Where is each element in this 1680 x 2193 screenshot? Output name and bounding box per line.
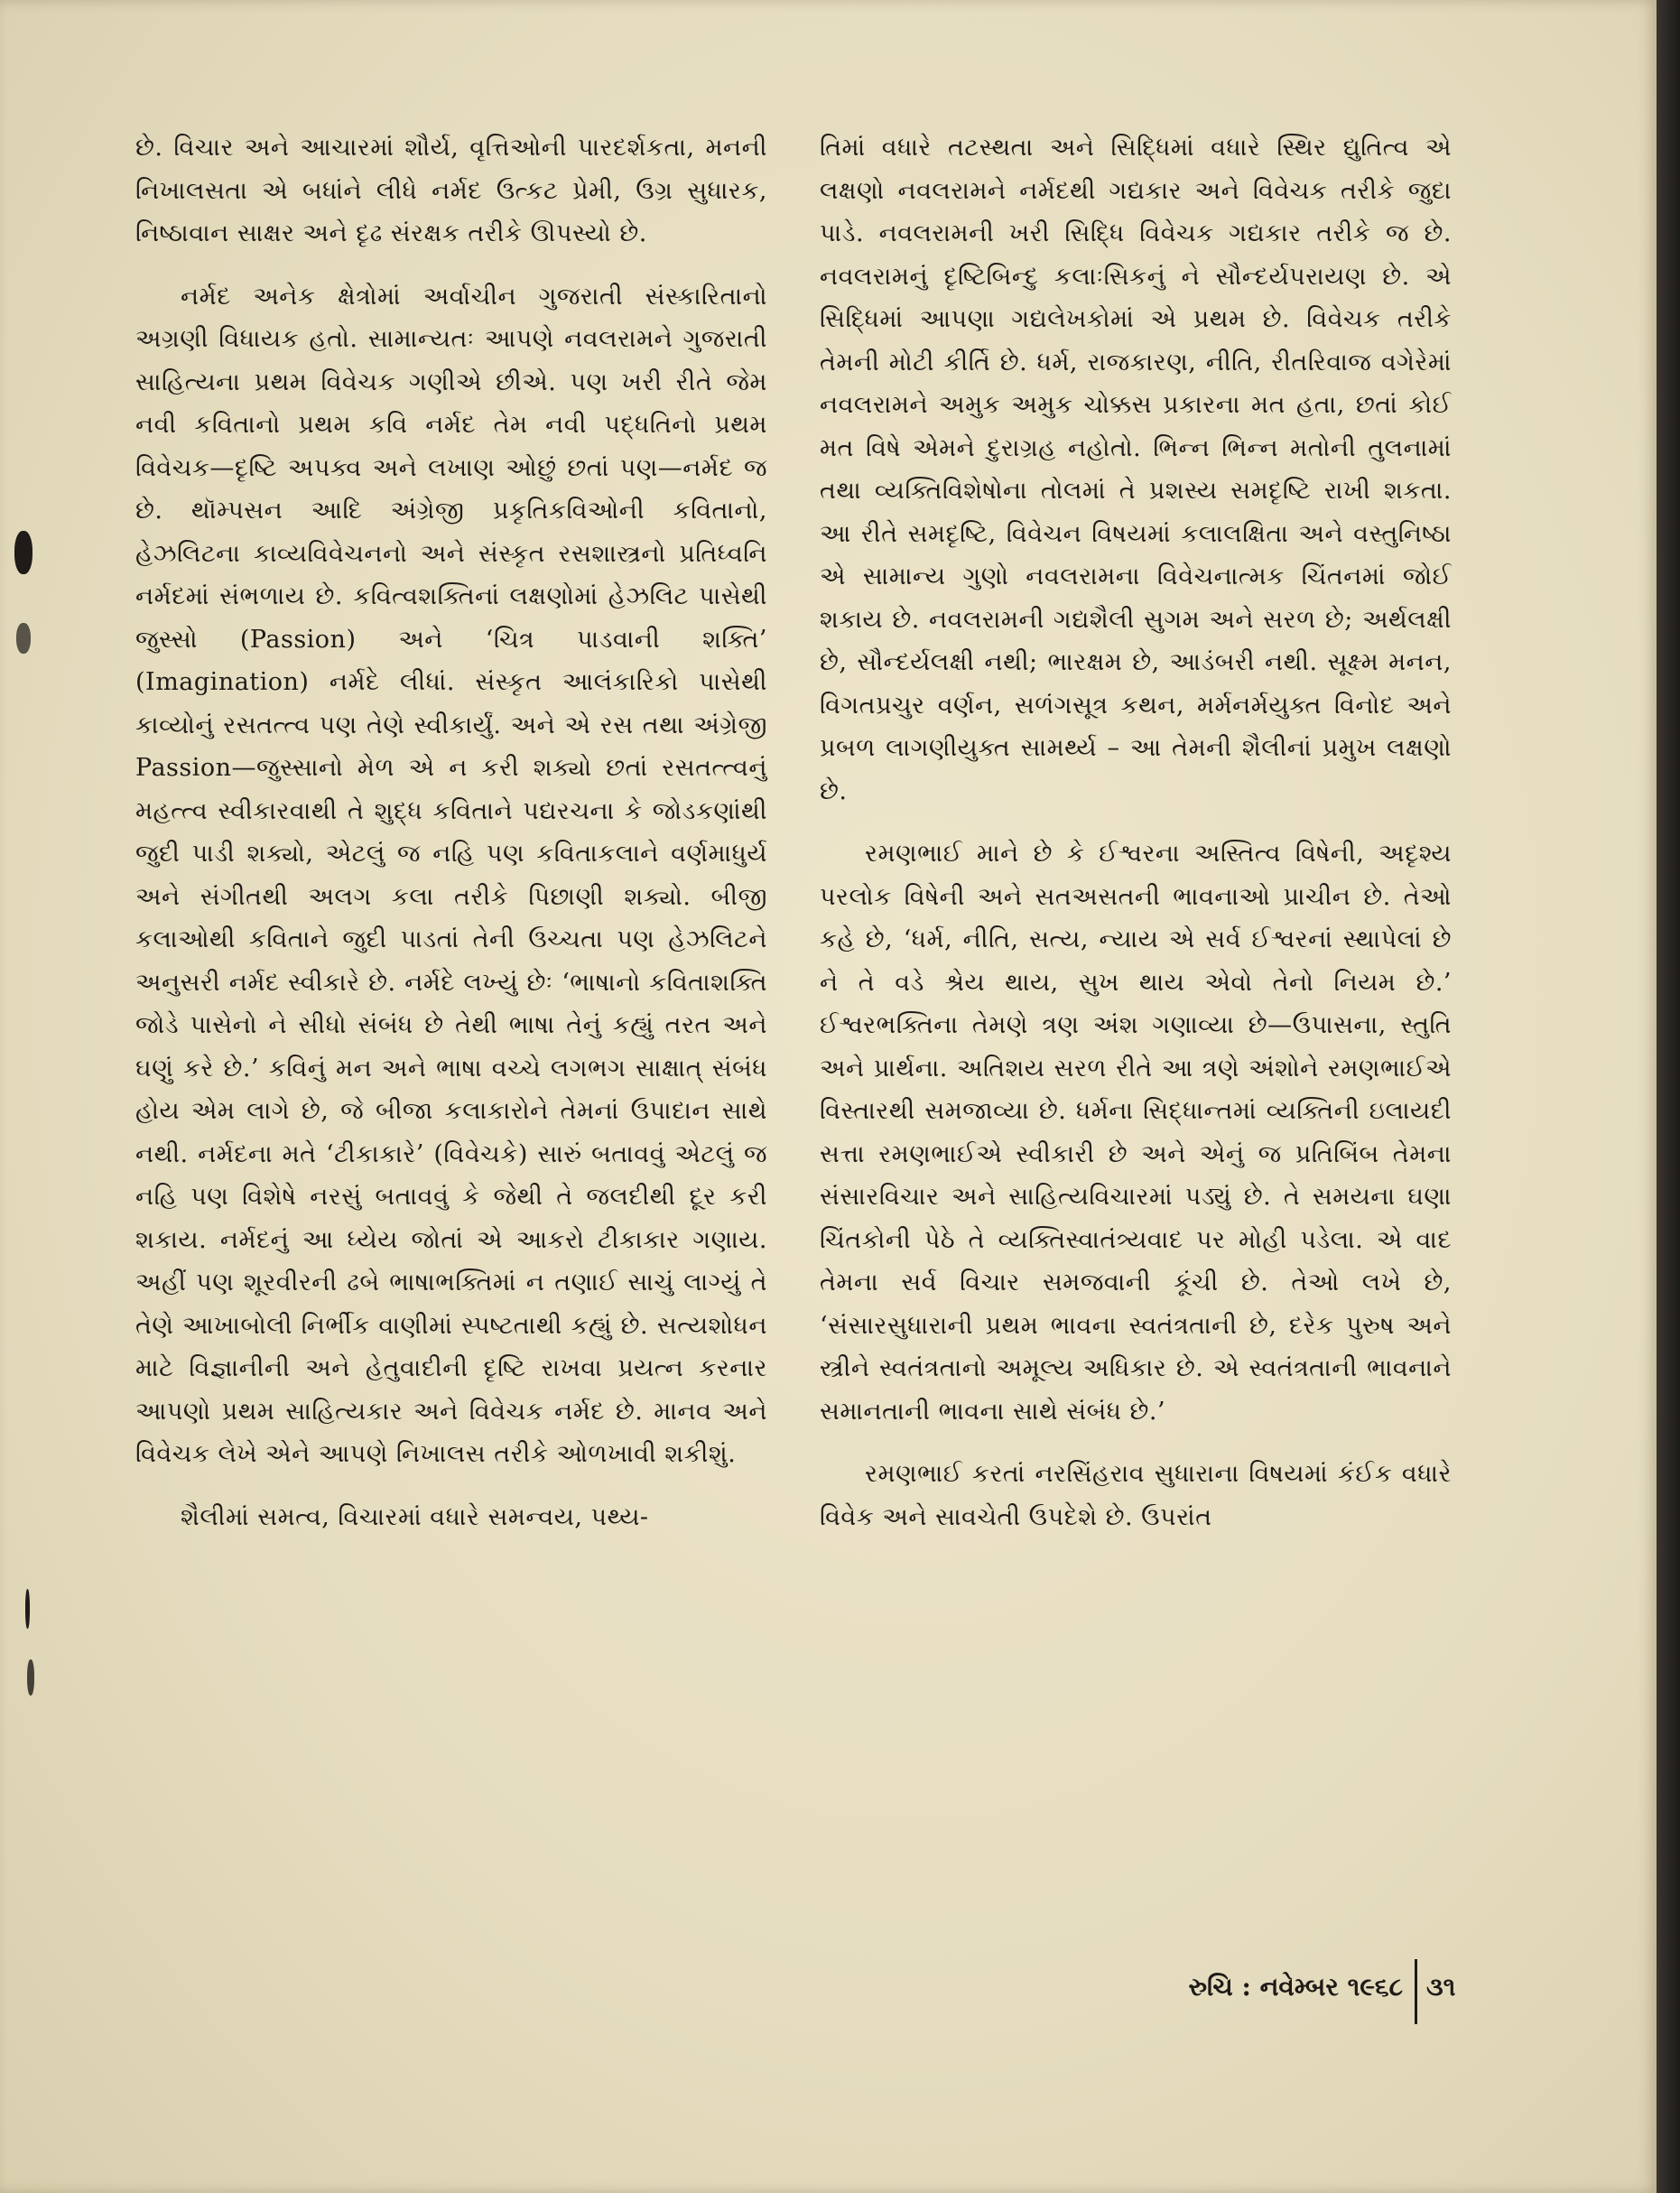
binding-hole-mark <box>27 1659 34 1696</box>
paragraph: નર્મદ અનેક ક્ષેત્રોમાં અર્વાચીન ગુજરાતી સંસ્કારિતાનો અગ્રણી વિધાયક હતો. સામાન્યતઃ આપણે નવલરામને ગુજરાતી સાહિત્યના પ્રથમ વિવેચક ગણીએ છીએ. પણ ખરી રીતે જેમ નવી કવિતાનો પ્રથમ કવિ નર્મદ તેમ નવી પદ્ધતિનો પ્રથમ વિવેચક—દૃષ્ટિ અપક્વ અને લખાણ ઓછું છતાં પણ—નર્મદ જ છે. થૉમ્પસન આદિ અંગ્રેજી પ્રકૃતિકવિઓની કવિતાનો, હેઝલિટના કાવ્યવિવેચનનો અને સંસ્કૃત રસશાસ્ત્રનો પ્રતિધ્વનિ નર્મદમાં સંભળાય છે. કવિત્વશક્તિનાં લક્ષણોમાં હેઝલિટ પાસેથી જુસ્સો (Passion) અને ‘ચિત્ર પાડવાની શક્તિ’ (Imagination) નર્મદે લીધાં. સંસ્કૃત આલંકારિકો પાસેથી કાવ્યોનું રસતત્ત્વ પણ તેણે સ્વીકાર્યું. અને એ રસ તથા અંગ્રેજી Passion—જુસ્સાનો મેળ એ ન કરી શક્યો છતાં રસતત્ત્વનું મહત્ત્વ સ્વીકારવાથી તે શુદ્ધ કવિતાને પદ્યરચના કે જોડકણાંથી જુદી પાડી શક્યો, એટલું જ નહિ પણ કવિતાકલાને વર્ણમાધુર્ય અને સંગીતથી અલગ કલા તરીકે પિછાણી શક્યો. બીજી કલાઓથી કવિતાને જુદી પાડતાં તેની ઉચ્ચતા પણ હેઝલિટને અનુસરી નર્મદ સ્વીકારે છે. નર્મદે લખ્યું છેઃ ‘ભાષાનો કવિતાશક્તિ જોડે પાસેનો ને સીધો સંબંધ છે તેથી ભાષા તેનું કહ્યું તરત અને ઘણું કરે છે.’ કવિનું મન અને ભાષા વચ્ચે લગભગ સાક્ષાત્ સંબંધ હોય એમ લાગે છે, જે બીજા કલાકારોને તેમનાં ઉપાદાન સાથે નથી. નર્મદના મતે ‘ટીકાકારે’ (વિવેચકે) સારું બતાવવું એટલું જ નહિ પણ વિશેષે નરસું બતાવવું કે જેથી તે જલદીથી દૂર કરી શકાય. નર્મદનું આ ધ્યેય જોતાં એ આકરો ટીકાકાર ગણાય. અહીં પણ શૂરવીરની ઢબે ભાષાભક્તિમાં ન તણાઈ સાચું લાગ્યું તે તેણે આખાબોલી નિર્ભીક વાણીમાં સ્પષ્ટતાથી કહ્યું છે. સત્યશોધન માટે વિજ્ઞાનીની અને હેતુવાદીની દૃષ્ટિ રાખવા પ્રયત્ન કરનાર આપણો પ્રથમ સાહિત્યકાર અને વિવેચક નર્મદ છે. માનવ અને વિવેચક લેખે એને આપણે નિખાલસ તરીકે ઓળખાવી શકીશું. <box>135 282 767 1468</box>
left-column <box>135 126 767 1558</box>
paragraph: શૈલીમાં સમત્વ, વિચારમાં વધારે સમન્વય, પથ્ય- <box>181 1502 649 1531</box>
page-edge-shadow <box>1657 0 1680 2193</box>
page-footer <box>1038 1959 1490 2024</box>
journal-issue: રુચિ : નવેમ્બર ૧૯૬૮ <box>1188 1972 1403 2002</box>
paragraph: છે. વિચાર અને આચારમાં શૌર્ય, વૃત્તિઓની પારદર્શકતા, મનની નિખાલસતા એ બધાંને લીધે નર્મદ ઉત્કટ પ્રેમી, ઉગ્ર સુધારક, નિષ્ઠાવાન સાક્ષર અને દૃઢ સંરક્ષક તરીકે ઊપસ્યો છે. <box>135 134 767 247</box>
binding-hole-mark <box>25 1589 30 1629</box>
right-column <box>820 126 1452 1558</box>
paragraph: રમણભાઈ કરતાં નરસિંહરાવ સુધારાના વિષયમાં કંઈક વધારે વિવેક અને સાવચેતી ઉપદેશે છે. ઉપરાંત <box>820 1460 1452 1531</box>
paragraph: રમણભાઈ માને છે કે ઈશ્વરના અસ્તિત્વ વિષેની, અદૃશ્ય પરલોક વિષેની અને સતઅસતની ભાવનાઓ પ્રાચીન છે. તેઓ કહે છે, ‘ધર્મ, નીતિ, સત્ય, ન્યાય એ સર્વ ઈશ્વરનાં સ્થાપેલાં છે ને તે વડે શ્રેય થાય, સુખ થાય એવો તેનો નિયમ છે.’ ઈશ્વરભક્તિના તેમણે ત્રણ અંશ ગણાવ્યા છે—ઉપાસના, સ્તુતિ અને પ્રાર્થના. અતિશય સરળ રીતે આ ત્રણે અંશોને રમણભાઈએ વિસ્તારથી સમજાવ્યા છે. ધર્મના સિદ્ધાન્તમાં વ્યક્તિની ઇલાયદી સત્તા રમણભાઈએ સ્વીકારી છે અને એનું જ પ્રતિબિંબ તેમના સંસારવિચાર અને સાહિત્યવિચારમાં પડ્યું છે. તે સમયના ઘણા ચિંતકોની પેઠે તે વ્યક્તિસ્વાતંત્ર્યવાદ પર મોહી પડેલા. એ વાદ તેમના સર્વ વિચાર સમજવાની કૂંચી છે. તેઓ લખે છે, ‘સંસારસુધારાની પ્રથમ ભાવના સ્વતંત્રતાની છે, દરેક પુરુષ અને સ્ત્રીને સ્વતંત્રતાનો અમૂલ્ય અધિકાર છે. એ સ્વતંત્રતાની ભાવનાને સમાનતાની ભાવના સાથે સંબંધ છે.’ <box>820 840 1452 1426</box>
binding-hole-mark <box>16 623 31 654</box>
paragraph: તિમાં વધારે તટસ્થતા અને સિદ્ધિમાં વધારે સ્થિર દ્યુતિત્વ એ લક્ષણો નવલરામને નર્મદથી ગદ્યકાર અને વિવેચક તરીકે જુદા પાડે. નવલરામની ખરી સિદ્ધિ વિવેચક ગદ્યકાર તરીકે જ છે. નવલરામનું દૃષ્ટિબિન્દુ કલાઃસિકનું ને સૌન્દર્યપરાયણ છે. એ સિદ્ધિમાં આપણા ગદ્યલેખકોમાં એ પ્રથમ છે. વિવેચક તરીકે તેમની મોટી કીર્તિ છે. ધર્મ, રાજકારણ, નીતિ, રીતરિવાજ વગેરેમાં નવલરામને અમુક અમુક ચોક્કસ પ્રકારના મત હતા, છતાં કોઈ મત વિષે એમને દુરાગ્રહ નહોતો. ભિન્ન ભિન્ન મતોની તુલનામાં તથા વ્યક્તિવિશેષોના તોલમાં તે પ્રશસ્ય સમદૃષ્ટિ રાખી શકતા. આ રીતે સમદૃષ્ટિ, વિવેચન વિષયમાં કલાલક્ષિતા અને વસ્તુનિષ્ઠા એ સામાન્ય ગુણો નવલરામના વિવેચનાત્મક ચિંતનમાં જોઈ શકાય છે. નવલરામની ગદ્યશૈલી સુગમ અને સરળ છે; અર્થલક્ષી છે, સૌન્દર્યલક્ષી નથી; ભારક્ષમ છે, આડંબરી નથી. સૂક્ષ્મ મનન, વિગતપ્રચુર વર્ણન, સળંગસૂત્ર કથન, મર્મનર્મયુક્ત વિનોદ અને પ્રબળ લાગણીયુક્ત સામર્થ્ય – આ તેમની શૈલીનાં પ્રમુખ લક્ષણો છે. <box>820 134 1452 805</box>
binding-hole-mark <box>14 531 32 574</box>
page-number: ૩૧ <box>1426 1972 1456 2002</box>
footer-divider <box>1415 1959 1417 2024</box>
